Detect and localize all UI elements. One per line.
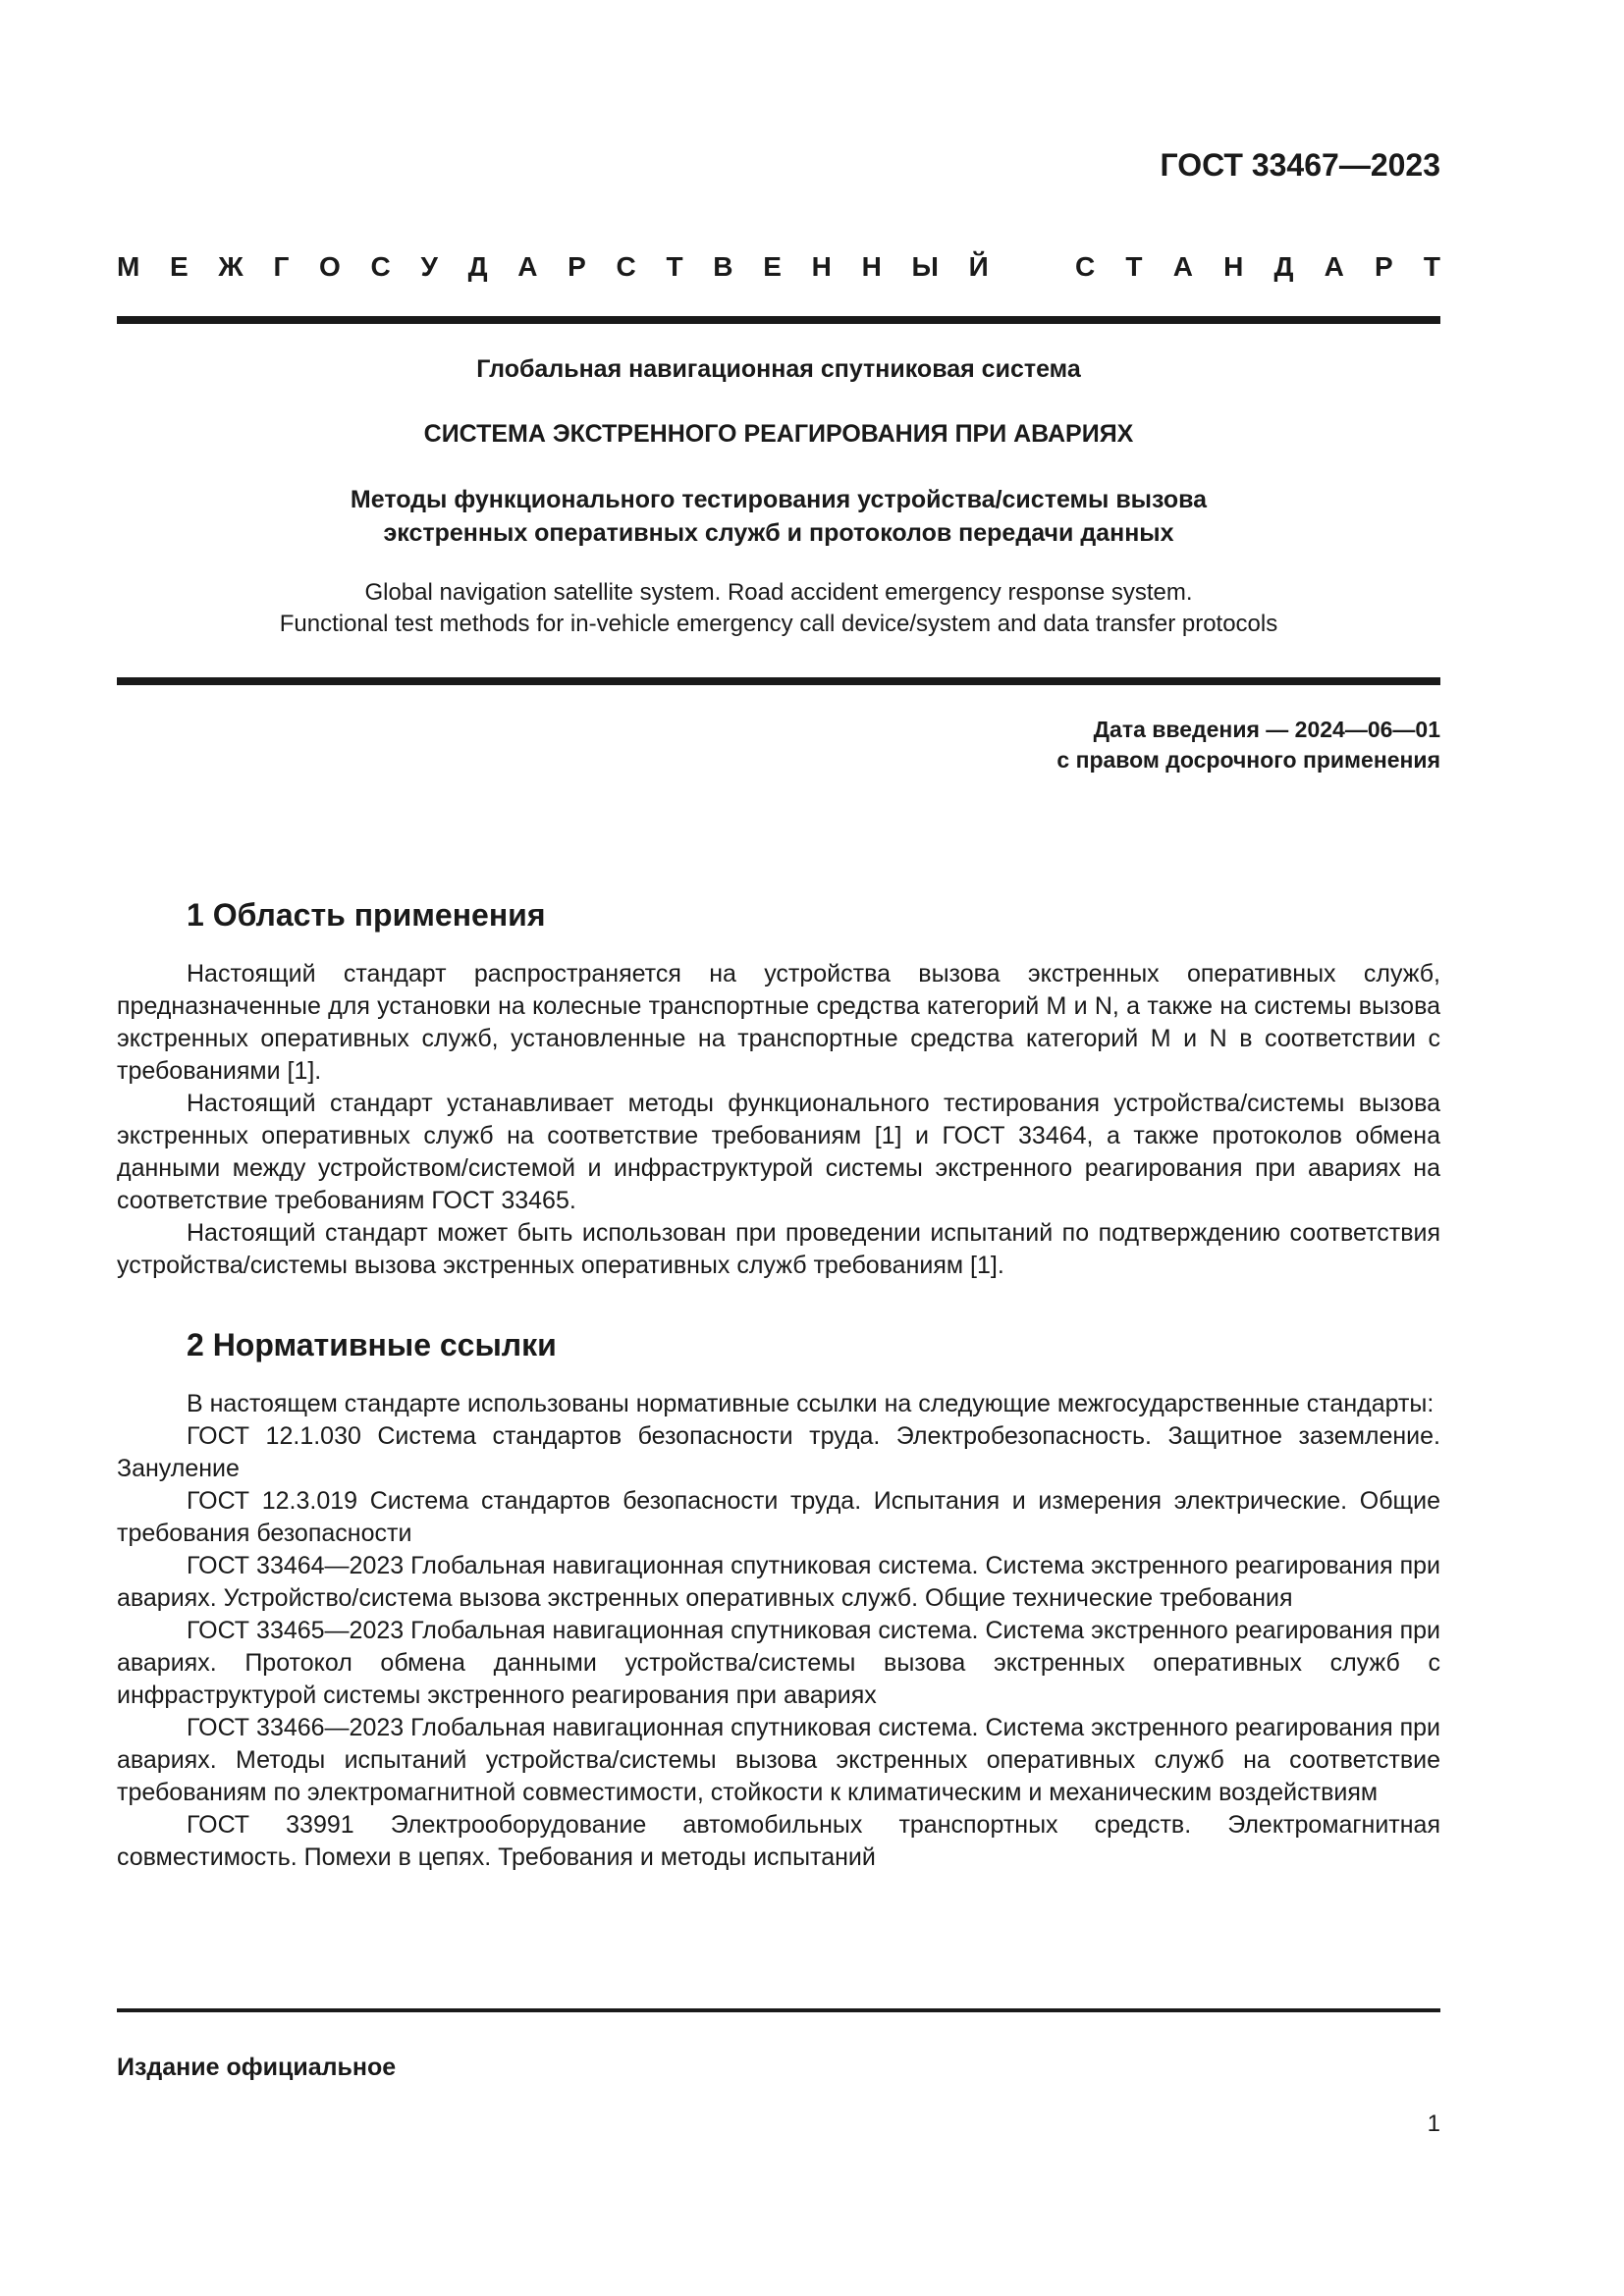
title-subtitle-line: Методы функционального тестирования устройства/системы вызова <box>350 486 1208 513</box>
letter: Д <box>1273 251 1294 282</box>
letter: О <box>319 251 341 282</box>
letter: Т <box>1125 251 1143 282</box>
letter: Т <box>1423 251 1440 282</box>
paragraph: В настоящем стандарте использованы нормативные ссылки на следующие межгосударственные стандарты: <box>187 1390 1435 1417</box>
letter: А <box>1324 251 1344 282</box>
title-subtitle-line: экстренных оперативных служб и протоколов передачи данных <box>383 519 1174 547</box>
paragraph: ГОСТ 33466—2023 Глобальная навигационная спутниковая система. Система экстренного реагирования при авариях. Методы испытаний устройства/системы вызова экстренных оперативных служб на соответствие требованиям по электромагнитной совместимости, стойкости к климатическим и механическим воздействиям <box>117 1714 1440 1806</box>
letter: Р <box>568 251 586 282</box>
section-1-title: 1 Область применения <box>187 897 546 933</box>
letter: Е <box>763 251 782 282</box>
title-english-line: Global navigation satellite system. Road accident emergency response system. <box>364 579 1193 606</box>
letter: Ж <box>218 251 244 282</box>
letter: Ы <box>911 251 939 282</box>
paragraph: Настоящий стандарт распространяется на устройства вызова экстренных оперативных служб, предназначенные для установки на колесные транспортные средства категорий M и N, а также на системы вызова экстренных оперативных служб, установленные на транспортные средства категорий M и N в соответствии с требованиями [1]. <box>117 960 1440 1085</box>
letter: С <box>616 251 636 282</box>
official-edition-label: Издание официальное <box>117 2054 397 2081</box>
intro-early-application: с правом досрочного применения <box>1056 747 1440 773</box>
title-main: СИСТЕМА ЭКСТРЕННОГО РЕАГИРОВАНИЯ ПРИ АВАРИЯХ <box>423 420 1134 448</box>
header-rule-top <box>117 316 1440 324</box>
letter: А <box>1172 251 1193 282</box>
paragraph: ГОСТ 33464—2023 Глобальная навигационная спутниковая система. Система экстренного реагирования при авариях. Устройство/система вызова экстренных оперативных служб. Общие технические требования <box>117 1552 1440 1612</box>
interstate-word-1 <box>117 251 989 283</box>
letter: С <box>370 251 391 282</box>
interstate-standard-heading <box>117 251 1440 283</box>
page-number: 1 <box>1427 2110 1440 2137</box>
introduction-date <box>1056 715 1440 775</box>
letter: Д <box>467 251 488 282</box>
section-2-title: 2 Нормативные ссылки <box>187 1327 557 1362</box>
section-1-body <box>117 958 1440 1282</box>
paragraph: Настоящий стандарт может быть использован при проведении испытаний по подтверждению соответствия устройства/системы вызова экстренных оперативных служб требованиям [1]. <box>117 1219 1440 1279</box>
title-subtitle <box>117 483 1440 550</box>
letter: Г <box>273 251 290 282</box>
letter: Т <box>666 251 683 282</box>
paragraph: ГОСТ 12.3.019 Система стандартов безопасности труда. Испытания и измерения электрические. Общие требования безопасности <box>117 1487 1440 1547</box>
letter: Й <box>968 251 989 282</box>
title-english <box>117 577 1440 640</box>
letter: Р <box>1375 251 1393 282</box>
intro-date: Дата введения — 2024—06—01 <box>1093 717 1440 742</box>
letter: Н <box>861 251 882 282</box>
letter: А <box>517 251 538 282</box>
letter: Н <box>811 251 832 282</box>
gost-number: ГОСТ 33467—2023 <box>1160 147 1440 183</box>
letter: М <box>117 251 140 282</box>
paragraph: ГОСТ 33991 Электрооборудование автомобильных транспортных средств. Электромагнитная совместимость. Помехи в цепях. Требования и методы испытаний <box>117 1811 1440 1871</box>
paragraph: ГОСТ 33465—2023 Глобальная навигационная спутниковая система. Система экстренного реагирования при авариях. Протокол обмена данными устройства/системы вызова экстренных оперативных служб с инфраструктурой системы экстренного реагирования при авариях <box>117 1617 1440 1709</box>
paragraph: ГОСТ 12.1.030 Система стандартов безопасности труда. Электробезопасность. Защитное заземление. Зануление <box>117 1422 1440 1482</box>
interstate-word-2 <box>1075 251 1440 283</box>
footer-rule <box>117 2008 1440 2012</box>
section-2-body <box>117 1388 1440 1874</box>
title-system: Глобальная навигационная спутниковая система <box>476 355 1081 383</box>
letter: Н <box>1223 251 1244 282</box>
paragraph: Настоящий стандарт устанавливает методы функционального тестирования устройства/системы вызова экстренных оперативных служб на соответствие требованиям [1] и ГОСТ 33464, а также протоколов обмена данными между устройством/системой и инфраструктурой системы экстренного реагирования при авариях на соответствие требованиям ГОСТ 33465. <box>117 1090 1440 1214</box>
letter: В <box>713 251 733 282</box>
header-rule-bottom <box>117 677 1440 685</box>
letter: У <box>420 251 438 282</box>
letter: Е <box>170 251 189 282</box>
letter: С <box>1075 251 1096 282</box>
title-english-line: Functional test methods for in-vehicle emergency call device/system and data transfer protocols <box>279 611 1278 637</box>
